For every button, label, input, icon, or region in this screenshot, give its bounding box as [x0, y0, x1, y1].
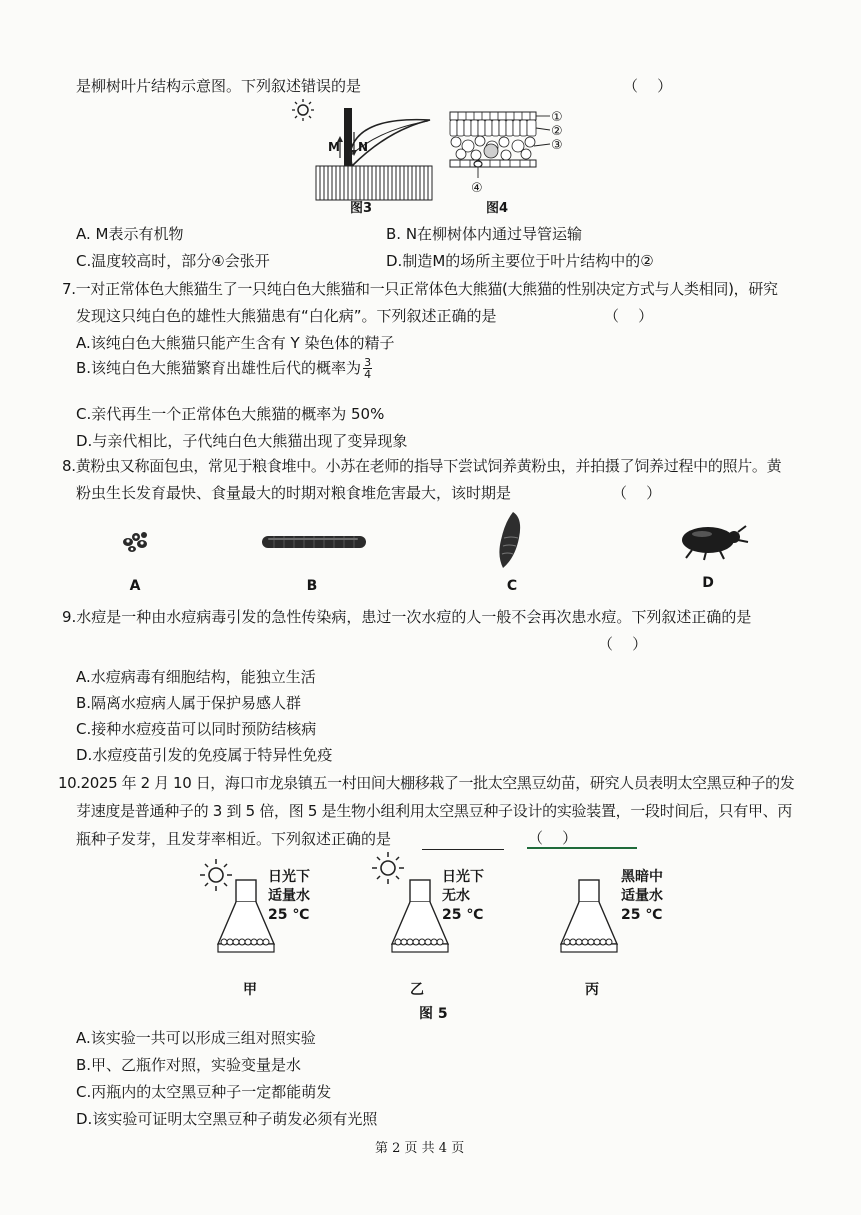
fraction-numerator: 3	[364, 356, 372, 369]
q7-stem-line-2: 发现这只纯白色的雄性大熊猫患有“白化病”。下列叙述正确的是	[76, 307, 497, 325]
condition-water: 无水	[442, 888, 470, 904]
lower-epidermis	[450, 160, 536, 167]
condition-light: 日光下	[268, 869, 310, 885]
q10-stem-line-3: 瓶种子发芽，且发芽率相近。下列叙述正确的是	[76, 830, 392, 848]
q8-label-c: C	[506, 578, 518, 594]
q9-option-d[interactable]: D.水痘疫苗引发的免疫属于特异性免疫	[76, 746, 333, 764]
q7-option-b[interactable]	[76, 357, 372, 380]
sun-icon	[292, 99, 314, 121]
fig4-mark-3: ③	[551, 138, 563, 153]
q10-answer-paren[interactable]: （ ）	[528, 829, 578, 847]
fig4-mark-1: ①	[551, 110, 563, 125]
q9-option-a[interactable]: A.水痘病毒有细胞结构，能独立生活	[76, 668, 316, 686]
fig4-caption: 图4	[486, 201, 509, 216]
condition-temperature: 25 ℃	[621, 907, 663, 923]
spongy-tissue	[451, 136, 535, 160]
q8-stem-line-1: 8.黄粉虫又称面包虫，常见于粮食堆中。小苏在老师的指导下尝试饲养黄粉虫，并拍摄了饲养过程中的照片。黄	[62, 457, 782, 475]
q9-option-b[interactable]: B.隔离水痘病人属于保护易感人群	[76, 694, 302, 712]
flask-bing-conditions	[621, 868, 663, 925]
larva-photo-icon[interactable]	[258, 532, 370, 552]
q10-stem-line-2: 芽速度是普通种子的 3 到 5 倍，图 5 是生物小组利用太空黑豆种子设计的实验装置，一段时间后，只有甲、丙	[76, 802, 793, 820]
fig3-label-m: M	[328, 140, 340, 154]
q10-option-c[interactable]: C.丙瓶内的太空黑豆种子一定都能萌发	[76, 1083, 332, 1101]
condition-water: 适量水	[621, 888, 663, 904]
fig5-caption: 图 5	[419, 1006, 448, 1022]
condition-water: 适量水	[268, 888, 310, 904]
flask-jia-conditions	[268, 868, 310, 925]
stoma	[474, 161, 482, 167]
fraction-three-quarters	[363, 357, 372, 380]
palisade-tissue	[450, 120, 536, 136]
flask-jia-label: 甲	[243, 982, 257, 998]
q6-option-a[interactable]: A. M表示有机物	[76, 225, 184, 243]
fig4-mark-2: ②	[551, 124, 563, 139]
adult-beetle-photo-icon[interactable]	[668, 518, 752, 562]
q7-option-b-text: B.该纯白色大熊猫繁育出雄性后代的概率为	[76, 359, 362, 377]
soil-ground	[316, 166, 432, 200]
fig4-mark-4: ④	[471, 181, 483, 196]
q6-stem: 是柳树叶片结构示意图。下列叙述错误的是	[76, 77, 362, 95]
q7-option-a[interactable]: A.该纯白色大熊猫只能产生含有 Y 染色体的精子	[76, 334, 395, 352]
flask-yi-conditions	[442, 868, 484, 925]
condition-light: 日光下	[442, 869, 484, 885]
q6-option-d[interactable]: D.制造M的场所主要位于叶片结构中的②	[386, 252, 654, 270]
condition-light: 黑暗中	[621, 869, 663, 885]
fig3-label-n: N	[358, 140, 369, 154]
q10-option-b[interactable]: B.甲、乙瓶作对照，实验变量是水	[76, 1056, 302, 1074]
eggs-photo-icon[interactable]	[118, 528, 154, 556]
q7-stem-line-1: 7.一对正常体色大熊猫生了一只纯白色大熊猫和一只正常体色大熊猫(大熊猫的性别决定方式与人类相同)，研究	[62, 280, 778, 298]
condition-temperature: 25 ℃	[268, 907, 310, 923]
figure-4-leaf-section	[446, 106, 576, 200]
flask-bing	[555, 878, 623, 956]
flask-yi-label: 乙	[410, 982, 424, 998]
q10-stem-line-1: 10.2025 年 2 月 10 日，海口市龙泉镇五一村田间大棚移栽了一批太空黑豆幼苗，研究人员表明太空黑豆种子的发	[58, 774, 795, 792]
condition-temperature: 25 ℃	[442, 907, 484, 923]
q8-stem-line-2: 粉虫生长发育最快、食量最大的时期对粮食堆危害最大，该时期是	[76, 484, 512, 502]
q10-option-a[interactable]: A.该实验一共可以形成三组对照实验	[76, 1029, 316, 1047]
q9-option-c[interactable]: C.接种水痘疫苗可以同时预防结核病	[76, 720, 317, 738]
q9-stem-line-1: 9.水痘是一种由水痘病毒引发的急性传染病，患过一次水痘的人一般不会再次患水痘。下列叙述正确的是	[62, 608, 752, 626]
q7-option-c[interactable]: C.亲代再生一个正常体色大熊猫的概率为 50%	[76, 405, 385, 423]
q8-label-a: A	[129, 578, 141, 594]
fraction-denominator: 4	[364, 368, 372, 381]
q6-option-c[interactable]: C.温度较高时，部分④会张开	[76, 252, 270, 270]
upper-epidermis	[450, 112, 536, 120]
fig3-caption: 图3	[350, 201, 373, 216]
q10-option-d[interactable]: D.该实验可证明太空黑豆种子萌发必须有光照	[76, 1110, 378, 1128]
page-number: 第 2 页 共 4 页	[375, 1141, 465, 1156]
q6-option-b[interactable]: B. N在柳树体内通过导管运输	[386, 225, 583, 243]
underline-decoration	[422, 849, 504, 850]
flask-bing-label: 丙	[585, 982, 599, 998]
pupa-photo-icon[interactable]	[493, 508, 527, 572]
q8-answer-paren[interactable]: （ ）	[612, 484, 662, 502]
q8-label-b: B	[306, 578, 318, 594]
q8-label-d: D	[702, 575, 714, 591]
q7-option-d[interactable]: D.与亲代相比，子代纯白色大熊猫出现了变异现象	[76, 432, 408, 450]
q7-answer-paren[interactable]: （ ）	[604, 307, 654, 325]
q6-answer-paren[interactable]: （ ）	[623, 77, 673, 95]
q9-answer-paren[interactable]: （ ）	[598, 635, 648, 653]
